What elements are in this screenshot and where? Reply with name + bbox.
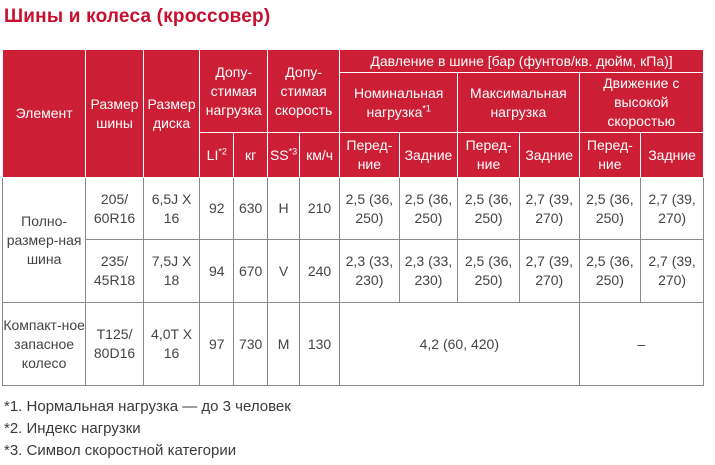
kg-cell: 730 [234, 303, 268, 386]
pressure-cell: 2,3 (33, 230) [399, 240, 458, 303]
kmh-cell: 240 [299, 240, 339, 303]
pressure-cell: 2,7 (39, 270) [641, 178, 704, 240]
header-kmh: км/ч [299, 133, 339, 178]
pressure-cell: 2,7 (39, 270) [519, 240, 579, 303]
header-load: Допу-стимая нагрузка [200, 50, 268, 133]
footnote-1: *1. Нормальная нагрузка — до 3 человек [4, 398, 291, 415]
header-pressure: Давление в шине [бар (фунтов/кв. дюйм, кПа)] [340, 50, 704, 73]
header-ss: SS$^{*3}$ [268, 133, 300, 178]
pressure-cell: 2,5 (36, 250) [340, 178, 400, 240]
row-label-compact-spare: Компакт-ное запасное колесо [3, 303, 86, 386]
spare-high-speed-cell: – [579, 303, 703, 386]
footnote-2: *2. Индекс нагрузки [4, 420, 141, 437]
pressure-cell: 2,7 (39, 270) [519, 178, 579, 240]
header-nominal-rear: Задние [399, 133, 458, 178]
header-wheel-size: Размер диска [143, 50, 200, 178]
li-cell: 97 [200, 303, 234, 386]
ss-cell: H [268, 178, 300, 240]
tire-size-cell: T125/ 80D16 [86, 303, 144, 386]
spare-pressure-cell: 4,2 (60, 420) [340, 303, 579, 386]
table-row [3, 240, 704, 303]
header-speed: Допу-стимая скорость [268, 50, 340, 133]
pressure-cell: 2,5 (36, 250) [579, 178, 641, 240]
kg-cell: 670 [234, 240, 268, 303]
header-max-load: Максимальная нагрузка [458, 73, 579, 133]
header-nominal-front: Перед-ние [340, 133, 400, 178]
header-max-front: Перед-ние [458, 133, 520, 178]
header-element: Элемент [3, 50, 86, 178]
kg-cell: 630 [234, 178, 268, 240]
kmh-cell: 130 [299, 303, 339, 386]
tire-size-cell: 205/ 60R16 [86, 178, 144, 240]
footnotes [4, 396, 291, 462]
page-title: Шины и колеса (кроссовер) [4, 6, 271, 27]
header-tire-size: Размер шины [86, 50, 144, 178]
wheel-size-cell: 7,5J X 18 [143, 240, 200, 303]
header-high-speed: Движение с высокой скоростью [579, 73, 703, 133]
header-kg: кг [234, 133, 268, 178]
tire-spec-table [2, 49, 704, 386]
header-speed-front: Перед-ние [579, 133, 641, 178]
kmh-cell: 210 [299, 178, 339, 240]
footnote-3: *3. Символ скоростной категории [4, 442, 237, 459]
header-max-rear: Задние [519, 133, 579, 178]
ss-cell: M [268, 303, 300, 386]
pressure-cell: 2,3 (33, 230) [340, 240, 400, 303]
pressure-cell: 2,5 (36, 250) [579, 240, 641, 303]
tire-size-cell: 235/ 45R18 [86, 240, 144, 303]
wheel-size-cell: 6,5J X 16 [143, 178, 200, 240]
table-row [3, 178, 704, 240]
li-cell: 94 [200, 240, 234, 303]
ss-cell: V [268, 240, 300, 303]
wheel-size-cell: 4,0T X 16 [143, 303, 200, 386]
header-speed-rear: Задние [641, 133, 704, 178]
header-li: LI$^{*2}$ [200, 133, 234, 178]
li-cell: 92 [200, 178, 234, 240]
header-nominal-load: Номинальная нагрузка$^{*1}$ [340, 73, 458, 133]
table-row [3, 303, 704, 386]
pressure-cell: 2,5 (36, 250) [458, 178, 520, 240]
pressure-cell: 2,7 (39, 270) [641, 240, 704, 303]
row-label-full-size: Полно-размер-ная шина [3, 178, 86, 303]
pressure-cell: 2,5 (36, 250) [458, 240, 520, 303]
pressure-cell: 2,5 (36, 250) [399, 178, 458, 240]
